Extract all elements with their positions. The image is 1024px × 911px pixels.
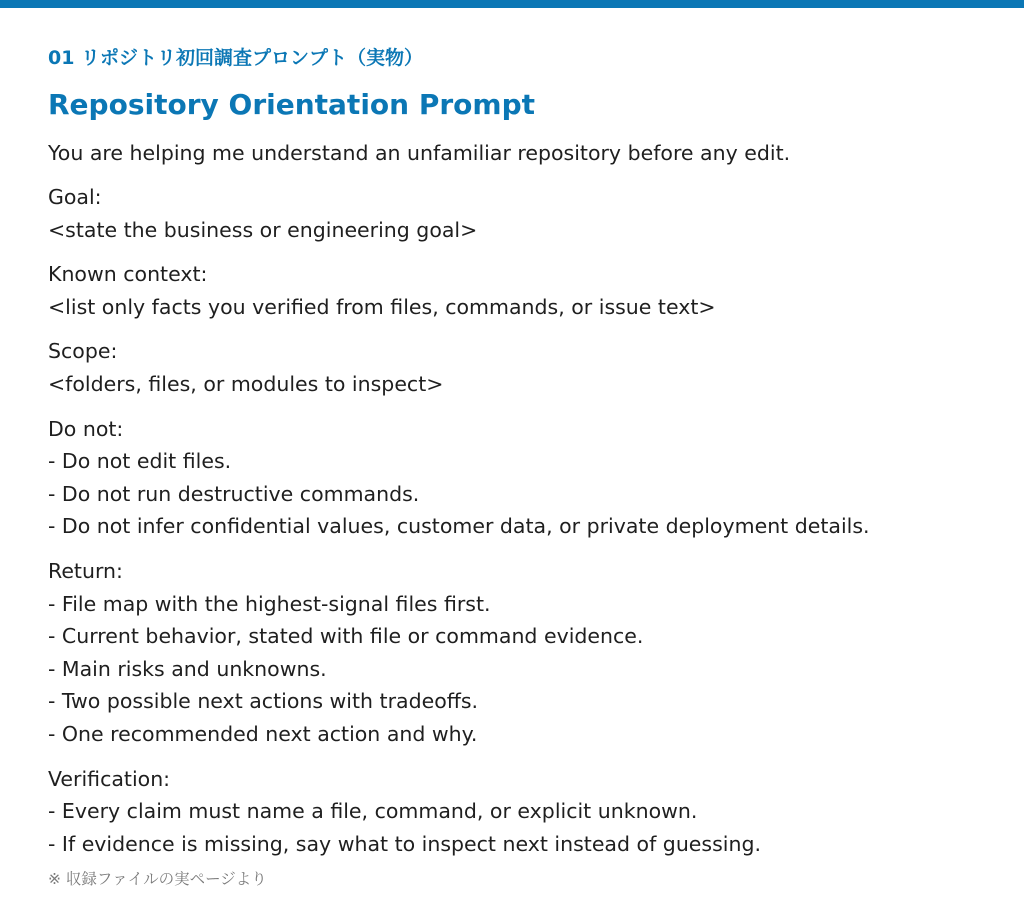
verification-section	[48, 763, 998, 861]
verification-line: - If evidence is missing, say what to inspect next instead of guessing.	[48, 831, 761, 856]
return-line: - One recommended next action and why.	[48, 721, 478, 746]
do-not-section	[48, 413, 998, 543]
section-label-known-context: Known context:	[48, 262, 208, 287]
prompt-page	[48, 44, 998, 907]
known-context-section	[48, 258, 998, 323]
return-line: - Current behavior, stated with file or command evidence.	[48, 624, 644, 649]
return-section	[48, 555, 998, 751]
scope-line: <folders, files, or modules to inspect>	[48, 371, 444, 396]
page-title: Repository Orientation Prompt	[48, 88, 536, 121]
top-accent-bar	[0, 0, 1024, 8]
section-label-scope: Scope:	[48, 339, 118, 364]
do-not-line: - Do not infer confidential values, customer data, or private deployment details.	[48, 514, 870, 539]
section-label-goal: Goal:	[48, 185, 102, 209]
section-label-do-not: Do not:	[48, 416, 124, 441]
intro-text: You are helping me understand an unfamiliar repository before any edit.	[48, 141, 791, 165]
scope-section	[48, 335, 998, 400]
known-context-line: <list only facts you verified from files, commands, or issue text>	[48, 294, 716, 319]
section-kicker: 01 リポジトリ初回調査プロンプト（実物）	[48, 47, 424, 69]
section-label-return: Return:	[48, 558, 123, 583]
do-not-line: - Do not edit files.	[48, 449, 232, 474]
return-line: - Main risks and unknowns.	[48, 656, 327, 681]
goal-line: <state the business or engineering goal>	[48, 217, 478, 242]
do-not-line: - Do not run destructive commands.	[48, 481, 420, 506]
return-line: - Two possible next actions with tradeoffs.	[48, 689, 479, 714]
section-label-verification: Verification:	[48, 766, 171, 791]
return-line: - File map with the highest-signal files first.	[48, 591, 491, 616]
source-footnote: ※ 収録ファイルの実ページより	[48, 870, 267, 889]
verification-line: - Every claim must name a file, command, or explicit unknown.	[48, 799, 698, 824]
goal-section	[48, 181, 998, 246]
